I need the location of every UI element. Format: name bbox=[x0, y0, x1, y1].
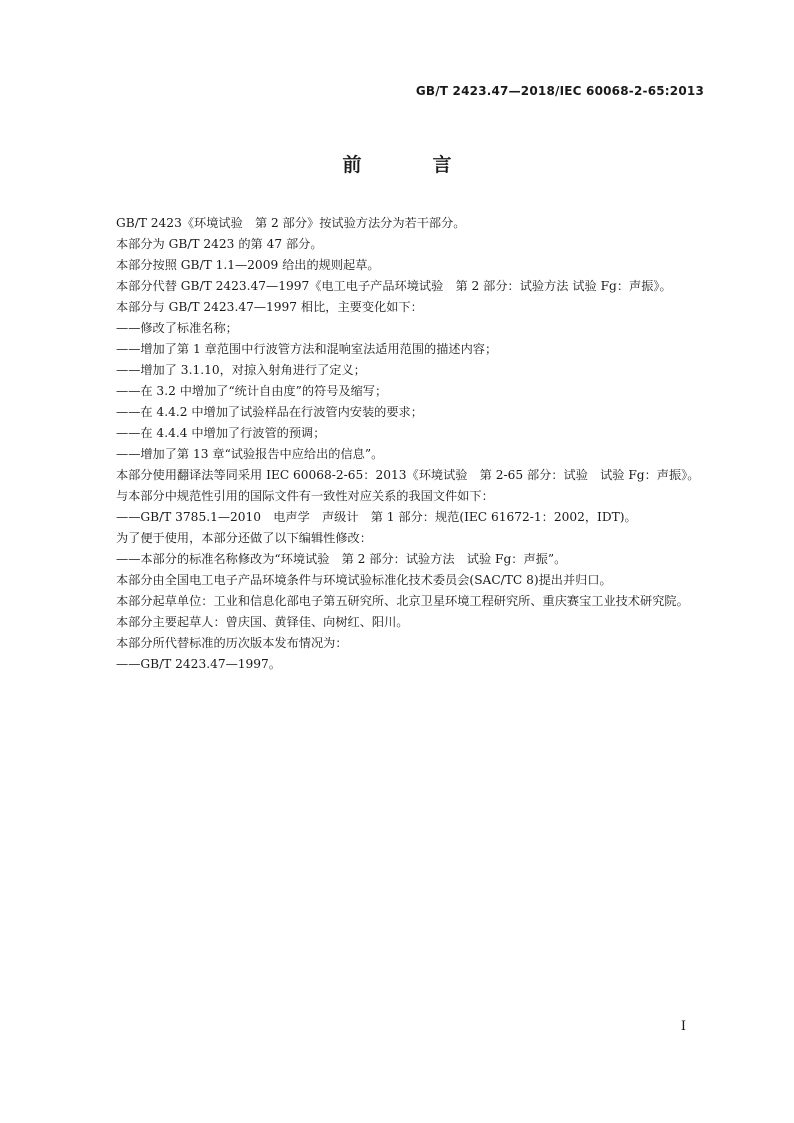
paragraph-line: 本部分由全国电工电子产品环境条件与环境试验标准化技术委员会(SAC/TC 8)提出并归口。 bbox=[116, 573, 612, 587]
list-item: ——增加了第 13 章“试验报告中应给出的信息”。 bbox=[116, 447, 384, 461]
paragraph-line: 为了便于使用，本部分还做了以下编辑性修改： bbox=[116, 531, 372, 545]
paragraph-line: 本部分主要起草人：曾庆国、黄铎佳、向树红、阳川。 bbox=[116, 615, 409, 629]
list-item: ——在 4.4.4 中增加了行波管的预调； bbox=[116, 426, 326, 440]
list-item: ——在 4.4.2 中增加了试验样品在行波管内安装的要求； bbox=[116, 405, 423, 419]
paragraph-line: 本部分所代替标准的历次版本发布情况为： bbox=[116, 636, 348, 650]
list-item: ——增加了第 1 章范围中行波管方法和混响室法适用范围的描述内容； bbox=[116, 342, 498, 356]
paragraph-line: 与本部分中规范性引用的国际文件有一致性对应关系的我国文件如下： bbox=[116, 489, 494, 503]
list-item: ——修改了标准名称； bbox=[116, 321, 238, 335]
list-item: ——在 3.2 中增加了“统计自由度”的符号及缩写； bbox=[116, 384, 388, 398]
paragraph-line: 本部分按照 GB/T 1.1—2009 给出的规则起草。 bbox=[116, 258, 380, 272]
list-item: ——本部分的标准名称修改为“环境试验 第 2 部分：试验方法 试验 Fg：声振”。 bbox=[116, 552, 567, 566]
list-item: ——GB/T 3785.1—2010 电声学 声级计 第 1 部分：规范(IEC 61672-1：2002，IDT)。 bbox=[116, 510, 637, 524]
paragraph-line: 本部分使用翻译法等同采用 IEC 60068-2-65：2013《环境试验 第 2-65 部分：试验 试验 Fg：声振》。 bbox=[116, 468, 700, 482]
page-title: 前 言 bbox=[342, 154, 478, 176]
list-item: ——GB/T 2423.47—1997。 bbox=[116, 657, 281, 671]
paragraph-line: 本部分与 GB/T 2423.47—1997 相比，主要变化如下： bbox=[116, 300, 423, 314]
paragraph-wrapped: 本部分起草单位：工业和信息化部电子第五研究所、北京卫星环境工程研究所、重庆赛宝工业技术研究院。 bbox=[116, 594, 689, 608]
document-code: GB/T 2423.47—2018/IEC 60068-2-65:2013 bbox=[415, 84, 704, 98]
paragraph-line: GB/T 2423《环境试验 第 2 部分》按试验方法分为若干部分。 bbox=[116, 216, 466, 230]
paragraph-line: 本部分为 GB/T 2423 的第 47 部分。 bbox=[116, 237, 323, 251]
page-number: I bbox=[680, 1019, 686, 1034]
foreword-body bbox=[90, 213, 704, 675]
list-item: ——增加了 3.1.10，对掠入射角进行了定义； bbox=[116, 363, 366, 377]
paragraph-line: 本部分代替 GB/T 2423.47—1997《电工电子产品环境试验 第 2 部分：试验方法 试验 Fg：声振》。 bbox=[116, 279, 672, 293]
